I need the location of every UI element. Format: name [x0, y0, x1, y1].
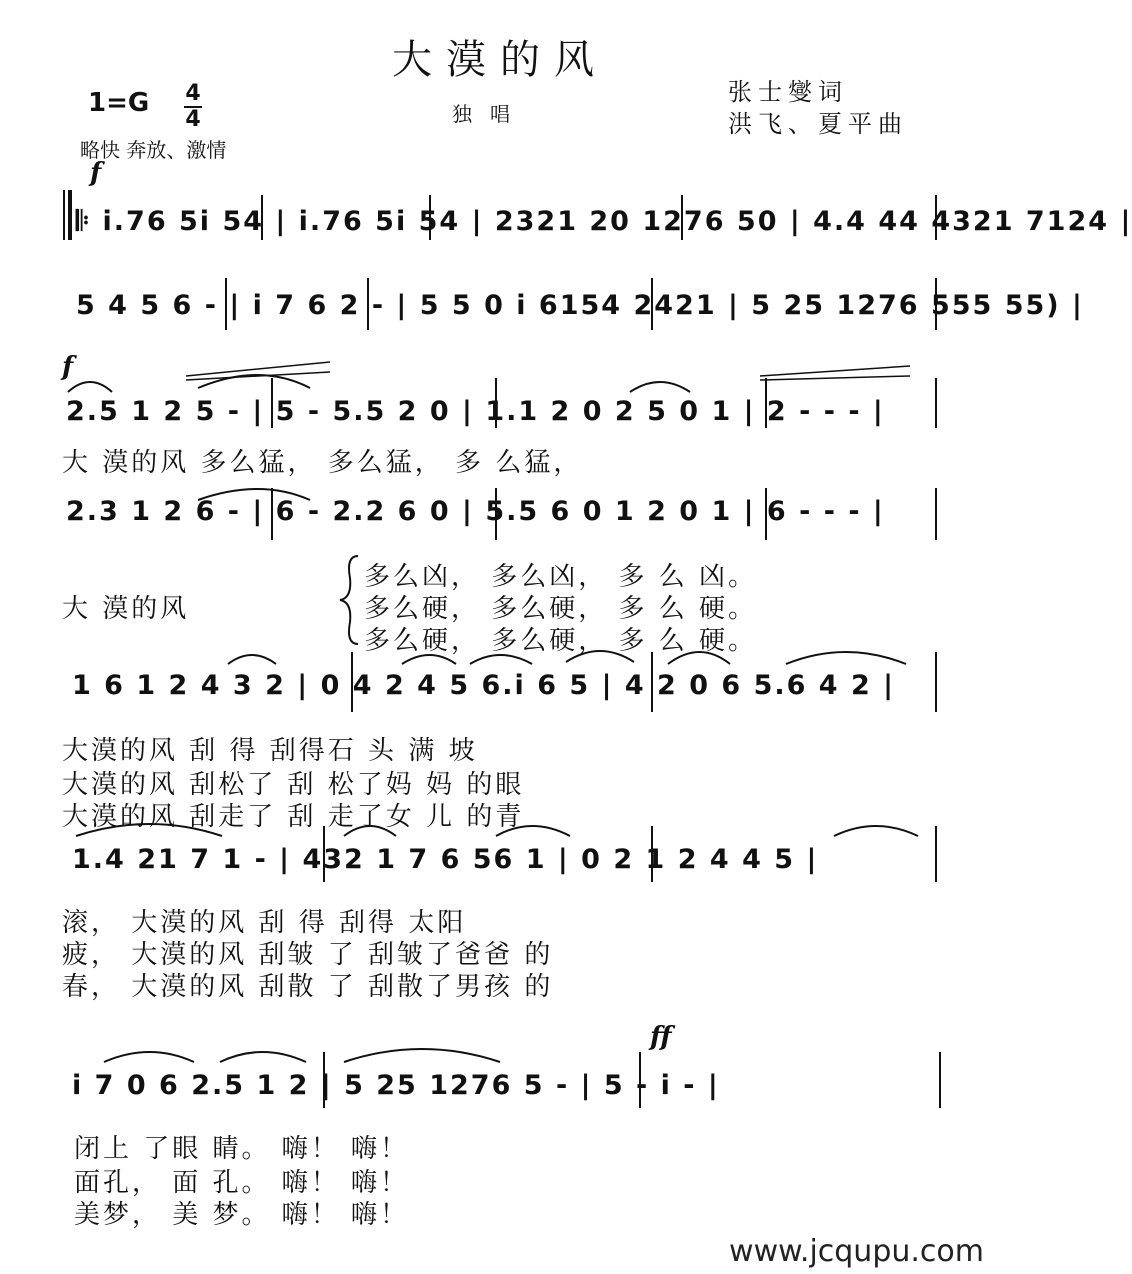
watermark-url: www.jcqupu.com: [729, 1234, 984, 1269]
lyrics-line-4-verse2: 多么硬， 多么硬， 多 么 硬。: [364, 594, 758, 624]
lyrics-line-5-verse1: 大漠的风 刮 得 刮得石 头 满 坡: [62, 736, 478, 766]
tempo-marking: 略快 奔放、激情: [80, 138, 227, 162]
lyrics-line-7-verse1: 闭上 了眼 睛。 嗨！ 嗨！: [74, 1134, 410, 1164]
notation-line-4: 2.3 1 2 6 - | 6 - 2.2 6 0 | 5.5 6 0 1 2 0 1 | 6 - - - |: [66, 496, 885, 527]
lyrics-line-6-verse2: 疲， 大漠的风 刮皱 了 刮皱了爸爸 的: [62, 940, 554, 970]
lyrics-line-6-verse1: 滚， 大漠的风 刮 得 刮得 太阳: [62, 908, 467, 938]
lyrics-line-5-verse3: 大漠的风 刮走了 刮 走了女 儿 的青: [62, 802, 525, 832]
lyricist-credit: 张士燮词: [728, 78, 848, 106]
lyrics-line-4-intro: 大 漠的风: [62, 594, 190, 624]
time-bottom: 4: [185, 107, 201, 132]
key-signature: 1=G: [88, 88, 150, 118]
lyrics-line-7-verse3: 美梦， 美 梦。 嗨！ 嗨！: [74, 1200, 410, 1230]
dynamic-marking-ff: ff: [650, 1022, 672, 1052]
notation-line-2: 5 4 5 6 - | i 7 6 2 - | 5 5 0 i 6154 2421 | 5 25 1276 555 55) |: [76, 290, 1084, 321]
composer-credit: 洪飞、夏平曲: [728, 110, 908, 138]
performance-type: 独唱: [452, 102, 528, 126]
time-top: 4: [185, 81, 201, 106]
lyrics-line-3: 大 漠的风 多么猛， 多么猛， 多 么猛，: [62, 448, 583, 478]
dynamic-marking-1: f: [90, 158, 102, 188]
lyrics-line-5-verse2: 大漠的风 刮松了 刮 松了妈 妈 的眼: [62, 770, 525, 800]
notation-line-3: 2.5 1 2 5 - | 5 - 5.5 2 0 | 1.1 2 0 2 5 0 1 | 2 - - - |: [66, 396, 885, 427]
notation-line-7: i 7 0 6 2.5 1 2 | 5 25 1276 5 - | 5 - i - |: [72, 1070, 720, 1101]
dynamic-marking-2: f: [62, 352, 74, 382]
lyrics-line-4-verse3: 多么硬， 多么硬， 多 么 硬。: [364, 626, 758, 656]
lyrics-line-7-verse2: 面孔， 面 孔。 嗨！ 嗨！: [74, 1168, 410, 1198]
song-title: 大漠的风: [392, 37, 608, 83]
lyrics-line-6-verse3: 春， 大漠的风 刮散 了 刮散了男孩 的: [62, 972, 554, 1002]
lyrics-line-4-verse1: 多么凶， 多么凶， 多 么 凶。: [364, 562, 758, 592]
notation-line-6: 1.4 21 7 1 - | 432 1 7 6 56 1 | 0 2 1 2 4 4 5 |: [72, 844, 819, 875]
notation-line-1: 𝄆 i.76 5i 54 | i.76 5i 54 | 2321 20 1276 50 | 4.4 44 4321 7124 |: [76, 206, 1132, 237]
notation-line-5: 1 6 1 2 4 3 2 | 0 4 2 4 5 6.i 6 5 | 4 2 0 6 5.6 4 2 |: [72, 670, 896, 701]
